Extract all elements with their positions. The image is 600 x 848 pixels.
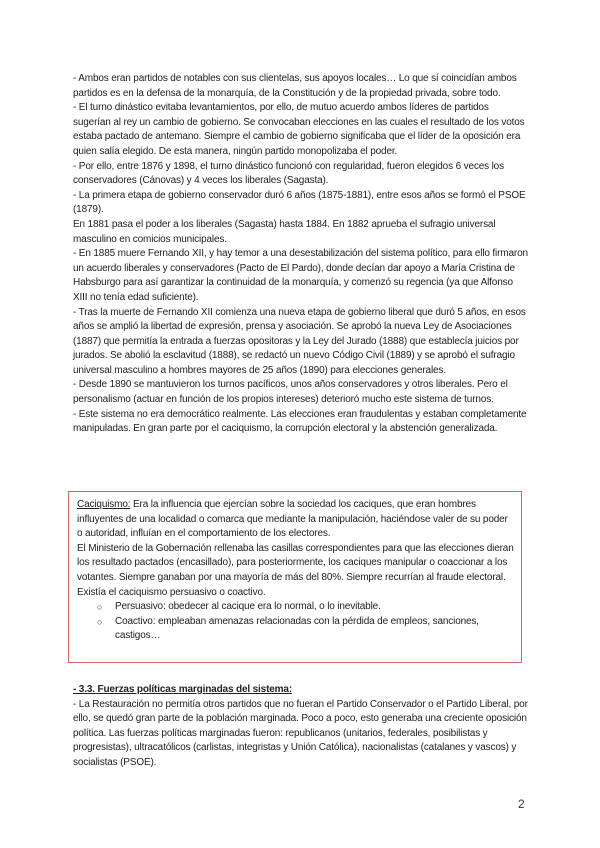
caciquismo-box: [68, 491, 522, 663]
caciquismo-types-list: [77, 600, 515, 644]
caciquismo-types-intro: Existía el caciquismo persuasivo o coactivo.: [77, 586, 266, 598]
circle-bullet-icon: ○: [97, 602, 103, 613]
paragraph-1890: - Desde 1890 se mantuvieron los turnos pacíficos, unos años conservadores y otros liberales. Pero el personalismo (actuar en función de los propios intereses) deterioró mucho este sistema de turnos.: [73, 379, 508, 406]
section-fuerzas-marginadas: [73, 683, 529, 771]
section-body: - La Restauración no permitía otros partidos que no fueran el Partido Conservador o el Partido Liberal, por ello, se quedó gran parte de la población marginada. Poco a poco, esto generaba una creciente oposición política. Las fuerzas políticas marginadas fueron: republicanos (unitarios, federales, posibilistas y progresistas), ultracatólicos (carlistas, integristas y Unión Católica), nacionalistas (catalanes y vascos) y socialistas (PSOE).: [73, 698, 528, 768]
paragraph-1885: - En 1885 muere Fernando XII, y hay temor a una desestabilización del sistema político, para ello firmaron un acuerdo liberales y conservadores (Pacto de El Pardo), donde decían dar apoyo a María Cristina de Habsburgo para así garantizar la continuidad de la monarquía, y comenzó su regencia (ya que Alfonso XIII no tenía edad suficiente).: [73, 248, 528, 303]
paragraph-1876-1898: - Por ello, entre 1876 y 1898, el turno dinástico funcionó con regularidad, fueron elegidos 6 veces los conservadores (Cánovas) y 4 veces los liberales (Sagasta).: [73, 160, 504, 187]
ministerio-text: El Ministerio de la Gobernación rellenaba las casillas correspondientes para que las elecciones dieran los resultado pactados (encasillado), para posteriormente, los caciques manipular o coaccionar a los votantes. Siempre ganaban por una mayoría de más del 80%. Siempre recurrían al fraude electoral.: [77, 542, 514, 583]
paragraph-notables: - Ambos eran partidos de notables con sus clientelas, sus apoyos locales… Lo que sí coincidían ambos partidos es en la defensa de la monarquía, de la Constitución y de la propiedad privada, sobre todo.: [73, 73, 517, 99]
paragraph-primera-etapa: - La primera etapa de gobierno conservador duró 6 años (1875-1881), entre esos años se formó el PSOE (1879).: [73, 189, 526, 216]
caciquismo-term: Caciquismo:: [77, 499, 131, 510]
caciquismo-definition: [77, 498, 515, 542]
main-text: [73, 72, 529, 437]
paragraph-no-democratico: - Este sistema no era democrático realmente. Las elecciones eran fraudulentas y estaban completamente manipuladas. En gran parte por el caciquismo, la corrupción electoral y la abstención generalizada.: [73, 408, 527, 435]
list-item: [97, 615, 515, 644]
caciquismo-definition-text: Era la influencia que ejercían sobre la sociedad los caciques, que eran hombres influyentes de una localidad o comarca que mediante la manipulación, haciéndose valer de su poder o autoridad, influían en el comportamiento de los electores.: [77, 499, 508, 540]
paragraph-1881: En 1881 pasa el poder a los liberales (Sagasta) hasta 1884. En 1882 aprueba el sufragio universal masculino en comicios municipales.: [73, 218, 496, 245]
list-item-text: Coactivo: empleaban amenazas relacionadas con la pérdida de empleos, sanciones, castigos…: [115, 615, 479, 642]
section-heading: - 3.3. Fuerzas políticas marginadas del sistema:: [73, 684, 292, 695]
list-item: [97, 600, 515, 615]
paragraph-turno-dinastico: - El turno dinástico evitaba levantamientos, por ello, de mutuo acuerdo ambos líderes de partidos sugerían al rey un cambio de gobierno. Se convocaban elecciones en las cuales el resultado de los votos estaba pactado de antemano. Siempre el cambio de gobierno significaba que el líder de la oposición era quien salía elegido. De esta manera, ningún partido monopolizaba el poder.: [73, 102, 525, 157]
circle-bullet-icon: ○: [97, 616, 103, 627]
list-item-text: Persuasivo: obedecer al cacique era lo normal, o lo inevitable.: [115, 601, 381, 613]
paragraph-gobierno-liberal: - Tras la muerte de Fernando XII comienza una nueva etapa de gobierno liberal que duró 5 años, en esos años se amplió la libertad de expresión, prensa y asociación. Se aprobó la nueva Ley de Asociaciones (1887) que permitía la entrada a fuerzas opositoras y la Ley del Jurado (1888) que establecía juicios por jurados. Se abolió la esclavitud (1888), se redactó un nuevo Código Civil (1889) y se aprobó el sufragio universal masculino a hombres mayores de 25 años (1890) para elecciones generales.: [73, 306, 526, 376]
page-number: 2: [518, 797, 525, 811]
